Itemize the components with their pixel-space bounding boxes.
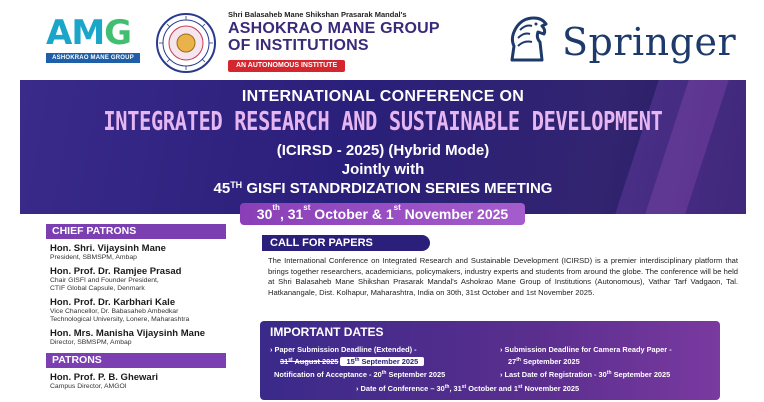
paper-submission-deadline: › Paper Submission Deadline (Extended) -: [270, 345, 417, 354]
conference-dates: 30th, 31st October & 1st November 2025: [240, 203, 525, 225]
notification-of-acceptance: Notification of Acceptance - 20th September 2025: [274, 370, 446, 379]
camera-ready-deadline: › Submission Deadline for Camera Ready Paper -: [500, 345, 672, 354]
call-for-papers-body: The International Conference on Integrated Research and Sustainable Development (ICIRSD) is a premier interdisciplinary platform that brings together researchers, academicians, policymakers, industry experts and students from around the globe. The conference will be held at Shri Balasaheb Mane Shikshan Prasarak Mandal's Ashokrao Mane Group of Institutions (Autonomous), Vathar Tarf Vadgaon, Tal. Hatkanangale, Dist. Kolhapur, Maharashtra, India on 30th, 31st October and 1st November 2025.: [268, 256, 738, 297]
springer-logo: [498, 10, 737, 70]
patrons-column: [46, 224, 236, 402]
banner-jointly: Jointly with: [341, 161, 425, 178]
patron-role: Director, SBMSPM, Ambap: [50, 339, 132, 346]
patron-role: Technological University, Lonere, Maharashtra: [50, 316, 190, 323]
camera-ready-date: 27th September 2025: [508, 357, 580, 366]
patron-name: Hon. Prof. Dr. Karbhari Kale: [50, 297, 176, 308]
patron-name: Hon. Mrs. Manisha Vijaysinh Mane: [50, 328, 206, 339]
patron-entry: [50, 243, 236, 262]
patron-entry: [50, 266, 236, 293]
patron-role: Campus Director, AMGOI: [50, 383, 127, 390]
institution-name-line2: OF INSTITUTIONS: [228, 37, 369, 54]
conference-acronym: (ICIRSD - 2025) (Hybrid Mode): [276, 142, 490, 159]
patron-role: CTIF Global Capsule, Denmark: [50, 285, 145, 292]
conference-title: INTEGRATED RESEARCH AND SUSTAINABLE DEVELOPMENT: [103, 107, 663, 137]
patron-entry: [50, 372, 236, 391]
conference-banner: [20, 80, 746, 214]
call-for-papers-heading: CALL FOR PAPERS: [262, 235, 430, 251]
amg-logo-subtitle: ASHOKRAO MANE GROUP: [46, 53, 140, 63]
patron-entry: [50, 297, 236, 324]
springer-horse-icon: [502, 12, 552, 64]
patron-name: Hon. Prof. P. B. Ghewari: [50, 372, 159, 383]
extended-submission-date: 15th September 2025: [340, 357, 424, 366]
patron-role: President, SBMSPM, Ambap: [50, 254, 137, 261]
patron-entry: [50, 328, 236, 347]
amg-logo: [46, 14, 140, 64]
institution-parent: Shri Balasaheb Mane Shikshan Prasarak Mandal's: [228, 10, 407, 19]
springer-wordmark: Springer: [562, 20, 737, 64]
important-dates-box: [260, 321, 720, 400]
date-of-conference: › Date of Conference – 30th, 31st October and 1st November 2025: [356, 384, 580, 393]
submission-dates: [280, 357, 424, 367]
institution-seal-icon: [156, 13, 216, 73]
patron-role: Chair GISFI and Founder President,: [50, 277, 159, 284]
patron-name: Hon. Shri. Vijaysinh Mane: [50, 243, 166, 254]
patrons-heading: PATRONS: [46, 353, 226, 368]
patron-name: Hon. Prof. Dr. Ramjee Prasad: [50, 266, 182, 277]
institution-name-line1: ASHOKRAO MANE GROUP: [228, 20, 440, 37]
page-header: [0, 0, 764, 80]
banner-line-1: INTERNATIONAL CONFERENCE ON: [241, 88, 525, 105]
patron-role: Vice Chancellor, Dr. Babasaheb Ambedkar: [50, 308, 179, 315]
registration-deadline: › Last Date of Registration - 30th September 2025: [500, 370, 671, 379]
important-dates-heading: IMPORTANT DATES: [270, 325, 384, 339]
amg-logo-letters: AMG: [46, 13, 132, 53]
autonomous-badge: AN AUTONOMOUS INSTITUTE: [228, 60, 345, 72]
chief-patrons-heading: CHIEF PATRONS: [46, 224, 226, 239]
old-submission-date: 31st August 2025: [280, 357, 339, 366]
institution-block: [228, 10, 478, 74]
gisfi-meeting: 45TH GISFI STANDRDIZATION SERIES MEETING: [213, 180, 553, 197]
